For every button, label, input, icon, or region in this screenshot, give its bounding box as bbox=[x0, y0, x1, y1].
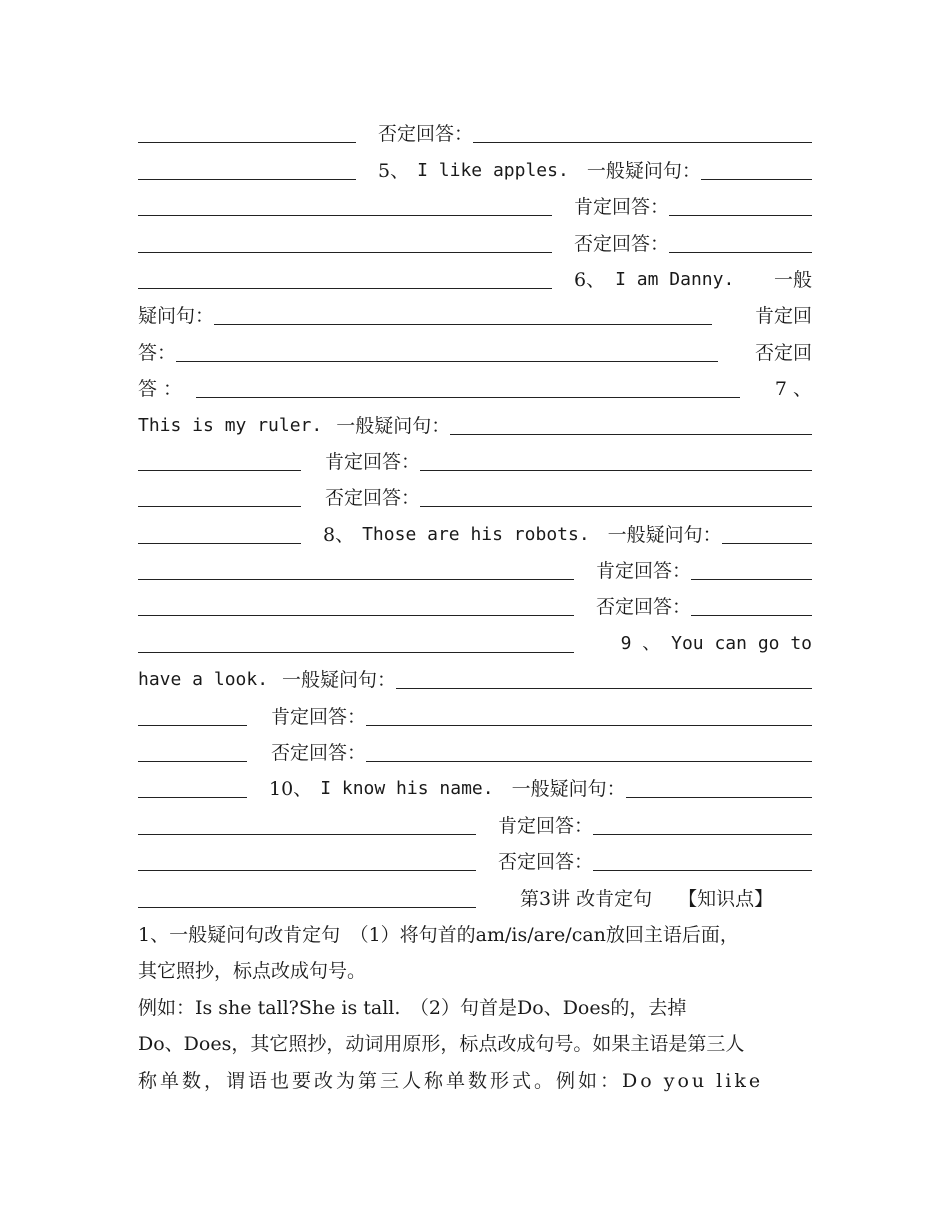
answer-blank[interactable] bbox=[366, 725, 812, 726]
paragraph-text: 例如：Is she tall?She is tall. （2）句首是Do、Does的，去掉 bbox=[138, 996, 687, 1019]
answer-blank[interactable] bbox=[669, 215, 812, 216]
answer-blank[interactable] bbox=[722, 543, 812, 544]
answer-blank[interactable] bbox=[138, 615, 574, 616]
answer-blank[interactable] bbox=[138, 870, 476, 871]
answer-line bbox=[138, 186, 812, 222]
answer-line bbox=[138, 222, 812, 258]
answer-blank[interactable] bbox=[138, 761, 247, 762]
paragraph-line bbox=[138, 914, 812, 950]
question-line bbox=[138, 404, 812, 440]
answer-blank[interactable] bbox=[138, 797, 247, 798]
negative-label: 否定回答： bbox=[325, 487, 421, 510]
general-question-label: 一般疑问句： bbox=[282, 669, 397, 692]
answer-blank[interactable] bbox=[138, 652, 574, 653]
negative-label: 否定回 bbox=[754, 341, 812, 364]
answer-blank[interactable] bbox=[138, 215, 552, 216]
paragraph-line bbox=[138, 950, 812, 986]
paragraph-line bbox=[138, 1023, 812, 1059]
answer-blank[interactable] bbox=[138, 142, 356, 143]
general-question-label: 一般疑问句： bbox=[586, 159, 701, 182]
answer-blank[interactable] bbox=[626, 797, 812, 798]
answer-blank[interactable] bbox=[420, 470, 812, 471]
answer-blank[interactable] bbox=[593, 834, 812, 835]
general-question-label: 一般疑问句： bbox=[511, 778, 626, 801]
answer-line bbox=[138, 368, 812, 404]
answer-blank[interactable] bbox=[138, 179, 356, 180]
general-question-label: 一般 bbox=[773, 268, 812, 291]
general-question-label: 疑问句： bbox=[138, 305, 215, 328]
answer-blank[interactable] bbox=[138, 252, 552, 253]
answer-blank[interactable] bbox=[176, 361, 718, 362]
negative-label: 否定回答： bbox=[378, 123, 474, 146]
question-line bbox=[138, 622, 812, 658]
paragraph-line bbox=[138, 1059, 812, 1095]
answer-blank[interactable] bbox=[593, 870, 812, 871]
lesson-heading-line bbox=[138, 877, 812, 913]
question-number: 5、 bbox=[378, 159, 410, 182]
answer-line bbox=[138, 295, 812, 331]
question-number: 6、 bbox=[574, 268, 606, 291]
worksheet-page bbox=[138, 113, 812, 1096]
answer-blank[interactable] bbox=[138, 470, 301, 471]
answer-line bbox=[138, 732, 812, 768]
negative-label: 否定回答： bbox=[574, 232, 670, 255]
lesson-body bbox=[138, 914, 812, 1096]
answer-line bbox=[138, 841, 812, 877]
answer-blank[interactable] bbox=[473, 142, 812, 143]
answer-blank[interactable] bbox=[196, 397, 740, 398]
negative-label: 否定回答： bbox=[271, 742, 367, 765]
negative-label: 否定回答： bbox=[596, 596, 692, 619]
question-line bbox=[138, 659, 812, 695]
question-sentence: Those are his robots. bbox=[362, 523, 590, 545]
negative-label: 答 ： bbox=[138, 378, 183, 401]
paragraph-text: 其它照抄，标点改成句号。 bbox=[138, 960, 367, 983]
answer-line bbox=[138, 804, 812, 840]
answer-blank[interactable] bbox=[138, 834, 476, 835]
answer-blank[interactable] bbox=[138, 506, 301, 507]
question-sentence: have a look. bbox=[138, 669, 269, 691]
answer-blank[interactable] bbox=[138, 288, 552, 289]
answer-blank[interactable] bbox=[138, 579, 574, 580]
answer-blank[interactable] bbox=[691, 615, 812, 616]
question-sentence: I am Danny. bbox=[615, 268, 735, 290]
lesson-heading: 第3讲 改肯定句 bbox=[520, 887, 653, 910]
question-line bbox=[138, 768, 812, 804]
affirm-label: 肯定回答： bbox=[325, 450, 421, 473]
paragraph-line bbox=[138, 986, 812, 1022]
answer-line bbox=[138, 695, 812, 731]
answer-blank[interactable] bbox=[450, 434, 812, 435]
answer-line bbox=[138, 477, 812, 513]
answer-blank[interactable] bbox=[138, 907, 476, 908]
question-number: 10、 bbox=[269, 778, 313, 801]
paragraph-text: Do、Does，其它照抄，动词用原形，标点改成句号。如果主语是第三人 bbox=[138, 1033, 745, 1056]
answer-blank[interactable] bbox=[138, 725, 247, 726]
answer-line bbox=[138, 550, 812, 586]
question-sentence: I know his name. bbox=[320, 778, 494, 800]
affirm-label: 答： bbox=[138, 341, 177, 364]
answer-blank[interactable] bbox=[691, 579, 812, 580]
question-number: 8、 bbox=[323, 523, 355, 546]
answer-blank[interactable] bbox=[396, 688, 812, 689]
question-sentence: 9 、 You can go to bbox=[620, 632, 812, 654]
general-question-label: 一般疑问句： bbox=[336, 414, 451, 437]
negative-label: 否定回答： bbox=[498, 851, 594, 874]
answer-blank[interactable] bbox=[214, 324, 712, 325]
question-sentence: I like apples. bbox=[417, 159, 569, 181]
answer-line bbox=[138, 441, 812, 477]
question-line bbox=[138, 513, 812, 549]
answer-line bbox=[138, 586, 812, 622]
knowledge-point-tag: 【知识点】 bbox=[678, 887, 774, 910]
affirm-label: 肯定回 bbox=[754, 305, 812, 328]
affirm-label: 肯定回答： bbox=[271, 705, 367, 728]
paragraph-text: 1、一般疑问句改肯定句 （1）将句首的am/is/are/can放回主语后面， bbox=[138, 923, 739, 946]
affirm-label: 肯定回答： bbox=[498, 814, 594, 837]
affirm-label: 肯定回答： bbox=[596, 560, 692, 583]
affirm-label: 肯定回答： bbox=[574, 196, 670, 219]
question-number: 7 、 bbox=[774, 378, 812, 401]
answer-blank[interactable] bbox=[366, 761, 812, 762]
question-line bbox=[138, 259, 812, 295]
question-line bbox=[138, 149, 812, 185]
answer-line bbox=[138, 331, 812, 367]
answer-blank[interactable] bbox=[701, 179, 812, 180]
answer-blank[interactable] bbox=[420, 506, 812, 507]
answer-line bbox=[138, 113, 812, 149]
answer-blank[interactable] bbox=[669, 252, 812, 253]
general-question-label: 一般疑问句： bbox=[607, 523, 722, 546]
paragraph-text: 称单数，谓语也要改为第三人称单数形式。例如：Do you like bbox=[138, 1069, 764, 1092]
question-sentence: This is my ruler. bbox=[138, 414, 323, 436]
answer-blank[interactable] bbox=[138, 543, 301, 544]
